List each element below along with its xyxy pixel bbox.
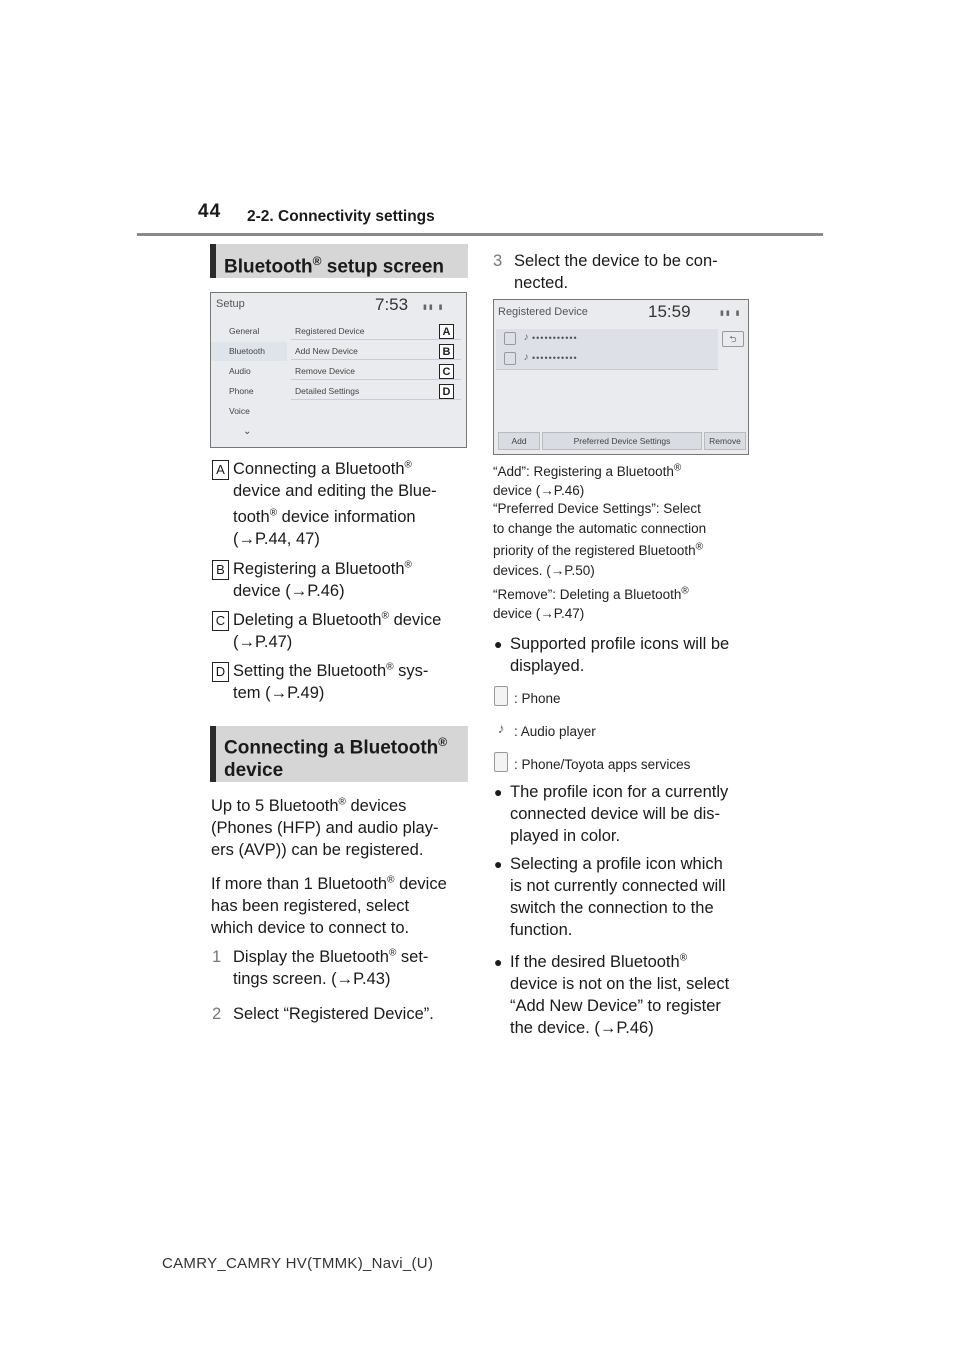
item-letter-a: A — [212, 460, 229, 480]
audio-profile-icon[interactable]: ♪ — [523, 352, 529, 363]
sidebar-item-phone[interactable]: Phone — [229, 386, 254, 396]
document-footer: CAMRY_CAMRY HV(TMMK)_Navi_(U) — [162, 1255, 434, 1272]
preferred-device-settings-button[interactable]: Preferred Device Settings — [542, 432, 702, 450]
section-title: 2-2. Connectivity settings — [247, 208, 435, 225]
callout-b: B — [439, 344, 454, 359]
menu-detailed-settings[interactable]: Detailed Settings — [291, 382, 461, 400]
phone-apps-profile-icon[interactable] — [504, 332, 516, 345]
bullet-icon: ● — [494, 784, 503, 800]
phone-apps-profile-icon — [494, 752, 508, 772]
callout-d: D — [439, 384, 454, 399]
bullet-profile-icons: Supported profile icons will be displayed. — [510, 635, 730, 675]
paragraph-select-device: If more than 1 Bluetooth® device has been registered, select which device to connect to. — [211, 874, 447, 937]
button-notes: “Add”: Registering a Bluetooth® device (→P.46) “Preferred Device Settings”: Select to change the automatic connection priority of the registered Bluetooth® devices. (→P.50) “Remove”: Deleting a Bluetooth® device (→P.47) — [493, 462, 707, 621]
profile-audio-label: : Audio player — [514, 724, 596, 739]
bullet-add-new-device: If the desired Bluetooth® device is not on the list, select “Add New Device” to register the device. (→P.46) — [510, 952, 730, 1037]
setup-screen-image — [210, 292, 467, 448]
header-divider — [137, 233, 823, 236]
back-icon[interactable]: ⮌ — [722, 331, 744, 347]
paragraph-capacity: Up to 5 Bluetooth® devices (Phones (HFP) and audio play- ers (AVP)) can be registered. — [211, 796, 439, 859]
device-name: ••••••••••• — [532, 333, 578, 343]
remove-button[interactable]: Remove — [704, 432, 746, 450]
bullet-icon: ● — [494, 856, 503, 872]
item-d-text: Setting the Bluetooth® sys- tem (→P.49) — [233, 661, 429, 702]
bullet-icon: ● — [494, 954, 503, 970]
device-name: ••••••••••• — [532, 353, 578, 363]
bullet-icon: ● — [494, 636, 503, 652]
add-button[interactable]: Add — [498, 432, 540, 450]
page-number: 44 — [198, 201, 222, 222]
menu-remove-device[interactable]: Remove Device — [291, 362, 461, 380]
setup-screen-title: Setup — [216, 298, 245, 310]
callout-c: C — [439, 364, 454, 379]
step-number-3: 3 — [493, 252, 503, 270]
step-number-2: 2 — [212, 1005, 222, 1023]
item-letter-b: B — [212, 560, 229, 580]
connecting-device-heading: Connecting a Bluetooth® device — [210, 726, 468, 782]
registered-device-screen-image — [493, 299, 749, 455]
device-row[interactable] — [496, 349, 718, 370]
menu-add-new-device[interactable]: Add New Device — [291, 342, 461, 360]
chevron-down-icon[interactable]: ⌄ — [243, 426, 252, 437]
status-icons: ▮▮ ▮ — [423, 304, 445, 311]
setup-screen-heading: Bluetooth® setup screen — [210, 244, 468, 278]
item-b-text: Registering a Bluetooth® device (→P.46) — [233, 559, 412, 600]
phone-profile-icon — [494, 686, 508, 706]
menu-registered-device[interactable]: Registered Device — [291, 322, 461, 340]
step-3-text: Select the device to be con- nected. — [514, 252, 718, 292]
step-2-text: Select “Registered Device”. — [233, 1005, 434, 1023]
sidebar-item-general[interactable]: General — [229, 326, 260, 336]
status-icons: ▮▮ ▮ — [720, 310, 742, 317]
item-letter-d: D — [212, 662, 229, 682]
bullet-switch-connection: Selecting a profile icon which is not currently connected will switch the connection to the function. — [510, 855, 726, 939]
profile-phone-label: : Phone — [514, 691, 561, 706]
step-number-1: 1 — [212, 948, 222, 966]
sidebar-item-bluetooth[interactable]: Bluetooth — [211, 342, 287, 361]
item-letter-c: C — [212, 611, 229, 631]
phone-profile-icon[interactable] — [504, 352, 516, 365]
device-row[interactable] — [496, 329, 718, 350]
callout-a: A — [439, 324, 454, 339]
profile-apps-label: : Phone/Toyota apps services — [514, 757, 691, 772]
bullet-connected-color: The profile icon for a currently connected device will be dis- played in color. — [510, 783, 729, 845]
item-c-text: Deleting a Bluetooth® device (→P.47) — [233, 610, 442, 651]
sidebar-item-voice[interactable]: Voice — [229, 406, 250, 416]
step-1-text: Display the Bluetooth® set- tings screen. (→P.43) — [233, 947, 429, 988]
item-a-text: Connecting a Bluetooth® device and editing the Blue- tooth® device information (→P.44, 47) — [233, 459, 437, 548]
setup-screen-clock: 7:53 — [375, 295, 409, 314]
audio-profile-icon[interactable]: ♪ — [523, 332, 529, 343]
registered-device-screen-title: Registered Device — [498, 306, 588, 318]
registered-device-clock: 15:59 — [648, 302, 691, 321]
audio-profile-icon: ♪ — [497, 720, 505, 736]
sidebar-item-audio[interactable]: Audio — [229, 366, 251, 376]
